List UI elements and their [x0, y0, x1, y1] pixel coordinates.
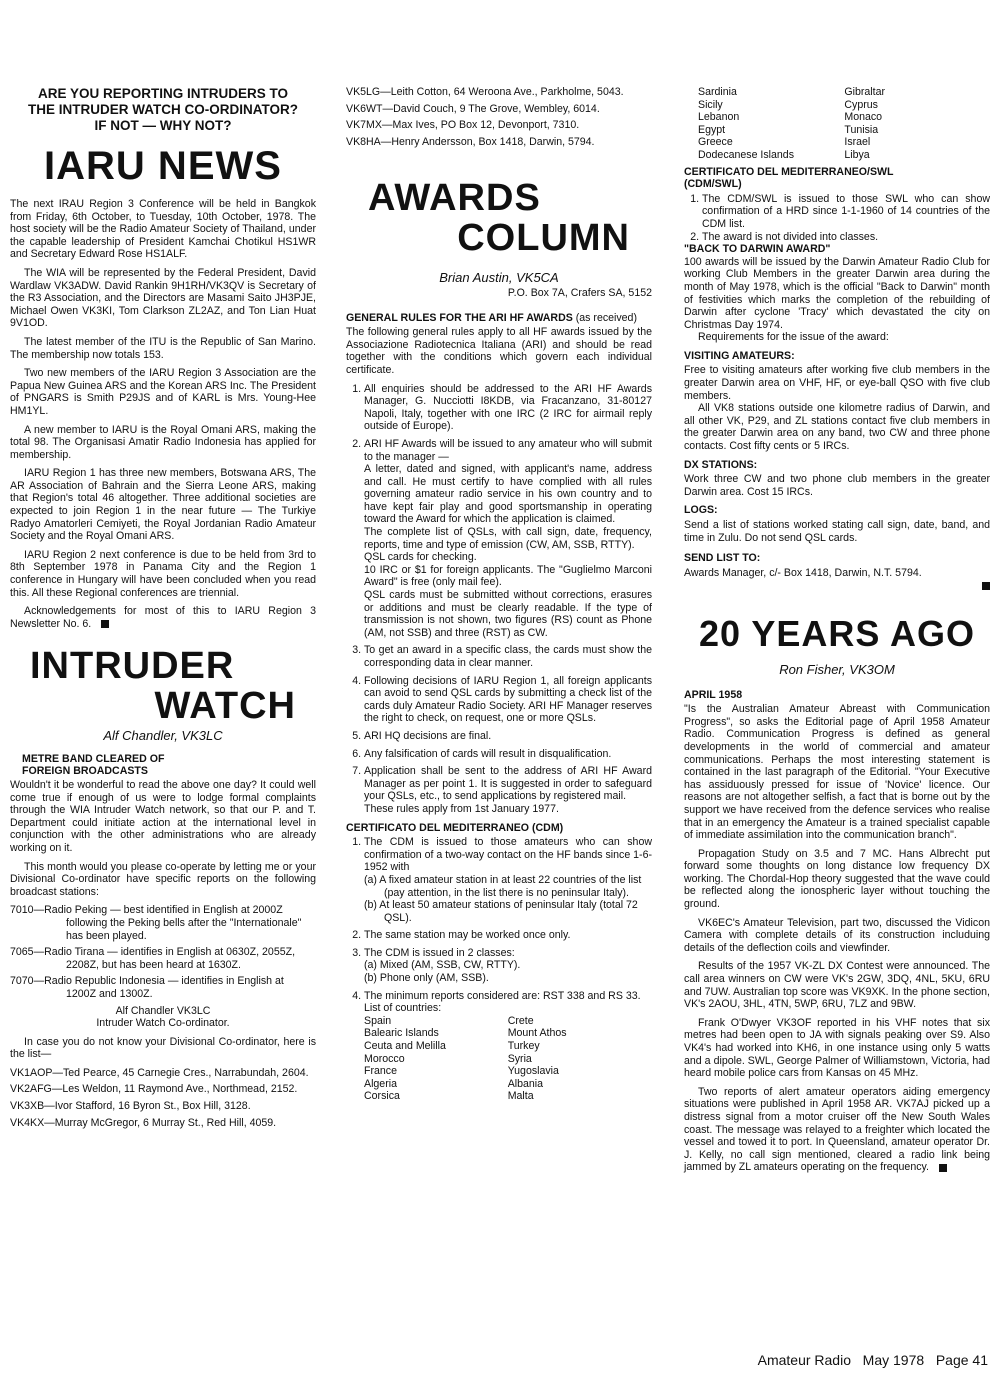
promo-line: ARE YOU REPORTING INTRUDERS TO — [37, 86, 289, 101]
coordinator-item: VK3XB—Ivor Stafford, 16 Byron St., Box Hill, 3128. — [10, 1100, 251, 1113]
twenty-paragraph: Propagation Study on 3.5 and 7 MC. Hans Albrecht put forward some thoughts on long distance low frequency DX working. The Chordal-Hop theory suggested that the wave could be reflected along the ionospheric layer without touching the ground. — [684, 847, 990, 911]
twenty-paragraph-text: Two reports of alert amateur operators aiding emergency situations were published in April 1958 AR. VK7AJ picked up a distress signal from a motor cruiser off the New South Wales coast. The message was relayed to a freighter which located the vessel and towed it to port. In Queensland, amateur operator Dr. J. Kelly, no call sign mentioned, cleared a radio link being jammed by ZL amateurs operating on the frequency. — [684, 1085, 990, 1174]
twenty-heading: APRIL 1958 — [684, 688, 743, 701]
country: Gibraltar — [844, 86, 885, 98]
awards-title — [346, 178, 652, 258]
country: Albania — [507, 1077, 544, 1090]
iaru-paragraph: IARU Region 2 next conference is due to be held from 3rd to 8th September 1978 in Panama City and the Region 1 conference in Hungary will have been concluded when you read this. All these Regional conferences are triennial. — [10, 548, 316, 599]
cdm-sub-item: (b) At least 50 amateur stations of peninsular Italy (total 72 QSL). — [364, 899, 638, 924]
cdm-classes — [346, 959, 652, 984]
twenty-byline: Ron Fisher, VK3OM — [779, 661, 895, 677]
intruder-title — [10, 646, 316, 726]
coordinator-item: VK8HA—Henry Andersson, Box 1418, Darwin, 5794. — [346, 135, 595, 148]
intruder-heading-line: METRE BAND CLEARED OF — [22, 753, 165, 765]
promo-line: IF NOT — WHY NOT? — [94, 118, 232, 133]
end-mark-icon — [982, 582, 990, 590]
footer-issue: May 1978 — [862, 1352, 925, 1368]
awards-heading-note: (as received) — [575, 311, 637, 324]
awards-title-line2: COLUMN — [457, 217, 630, 260]
country: Lebanon — [698, 111, 740, 124]
iaru-paragraph: The next IRAU Region 3 Conference will be held in Bangkok from Friday, 6th October, to Tuesday, 10th October, 1978. The host society will be the Radio Amateur Society of Thailand, under the capable leadership of President Kamchai Chotikul HS1WR and Secretary Edward Rose HS1ALF. — [10, 198, 316, 261]
iaru-paragraph: IARU Region 1 has three new members, Botswana ARS, The AR Association of Bahrain and the Sierra Leone ARS, making that Region's total 46 altogether. Three additional societies are expected to join Region 1 in the near future — The Turkiye Radyo Amatorleri Cemiyeti, the Royal Jordanian Radio Amateur Society and the Royal Omani ARS. — [10, 467, 316, 543]
cdm-list — [346, 836, 652, 874]
cdm-item: 1. The CDM is issued to those amateurs who can show confirmation of a two-way contact on the HF bands since 1-6-1952 with — [364, 836, 652, 874]
dx-paragraph: Work three CW and two phone club members in the greater Darwin area. Cost 15 IRCs. — [684, 473, 990, 498]
rule2-details — [346, 463, 652, 639]
intruder-paragraph: This month would you please co-operate by letting me or your Divisional Co-ordinator have specific reports on the following broadcast stations: — [10, 860, 316, 898]
rule-item: 7. Application shall be sent to the address of ARI HF Award Manager as per point 1. It is suggested in order to safeguard your QSLs, etc., to send applications by registered mail. — [364, 765, 652, 803]
country: Sicily — [698, 98, 723, 111]
coordinator-item: VK4KX—Murray McGregor, 6 Murray St., Red Hill, 4059. — [10, 1116, 277, 1129]
country: Turkey — [507, 1040, 540, 1053]
station-item: 7065—Radio Tirana — identifies in English at 0630Z, 2055Z, 2208Z, but has been heard at 1630Z. — [10, 946, 296, 971]
rule2-detail: A letter, dated and signed, with applicant's name, address and call. He must certify to have complied with all rules governing amateur radio service in his own country and to have kept fair play and good sportsmanship in operating toward the Award for which the application is claimed. — [364, 463, 652, 526]
cdm-list-3 — [346, 990, 652, 1003]
column-right — [684, 86, 990, 1180]
footer-publication: Amateur Radio — [757, 1352, 851, 1368]
country: Balearic Islands — [364, 1027, 439, 1040]
twenty-paragraph: Frank O'Dwyer VK3OF reported in his VHF notes that six metres had been open to JA with signals peaking over S9. Also VK4's had worked into KH6, in one instance using only 5 watts and a dipole. SWL, George Palmer of Williamstown, Victoria, had heard mobile police cars from Kansas on 45 MHz. — [684, 1016, 990, 1080]
coordinator-item: VK7MX—Max Ives, PO Box 12, Devonport, 7310. — [346, 119, 580, 132]
rules-list-cont — [346, 644, 652, 803]
twenty-paragraph: Results of the 1957 VK-ZL DX Contest were announced. The call area winners on CW were VK's 2GW, 3DQ, 4NL, 5KU, 6RU and 7UW. Australian top score was VK9XK. In the phone section, VK's 2AOU, 3HL, 4TN, 5WP, 6RU, 7LZ and 9BW. — [684, 960, 990, 1011]
send-heading: SEND LIST TO: — [684, 552, 761, 565]
awards-intro: The following general rules apply to all HF awards issued by the Associazione Radiotecnica Italiana (ARI) and should be read together with the conditions which govern each individual certificate. — [346, 326, 652, 376]
rules-date: These rules apply from 1st January 1977. — [364, 802, 559, 815]
coordinator-item: VK1AOP—Ted Pearce, 45 Carnegie Cres., Narrabundah, 2604. — [10, 1066, 309, 1079]
column-left — [10, 86, 316, 1133]
end-mark-icon — [101, 620, 109, 628]
awards-heading-text: GENERAL RULES FOR THE ARI HF AWARDS — [346, 311, 573, 324]
country: Tunisia — [844, 123, 879, 136]
rule-item: 5. ARI HQ decisions are final. — [364, 730, 652, 743]
rule-item: 3. To get an award in a specific class, the cards must show the corresponding data in clear manner. — [364, 644, 652, 669]
darwin-paragraph: 100 awards will be issued by the Darwin Amateur Radio Club for working Club Members in the greater Darwin area during the month of May 1978, which is the official "Back to Darwin" month of festivities which marks the completion of the rebuilding of Darwin after cyclone 'Tracy' which devastated the city on Christmas Day 1974. — [684, 255, 990, 331]
signature-title: Intruder Watch Co-ordinator. — [96, 1017, 230, 1030]
iaru-paragraph: The WIA will be represented by the Federal President, David Wardlaw VK3ADW. David Rankin 9H1RH/VK3QV is Secretary of the R3 Association, and the Directors are Masami Saito JH3PJE, Michael Owen VK3KI, Tom Clarkson ZL2AZ, and Ton Lian Huat 9V1OD. — [10, 266, 316, 330]
twenty-title: 20 YEARS AGO — [698, 612, 976, 654]
country: Crete — [507, 1014, 534, 1027]
cdm-item: 4. The minimum reports considered are: RST 338 and RS 33. — [364, 990, 652, 1003]
country: Israel — [844, 136, 871, 149]
countries-table-cont — [698, 86, 990, 162]
swl-item: 1. The CDM/SWL is issued to those SWL who can show confirmation of a HRD since 1-1-1960 of 14 countries of the CDM list. — [702, 193, 990, 231]
logs-heading: LOGS: — [684, 504, 718, 517]
iaru-paragraph: The latest member of the ITU is the Republic of San Marino. The membership now totals 153. — [10, 335, 316, 361]
country: Algeria — [364, 1077, 397, 1090]
darwin-heading: "BACK TO DARWIN AWARD" — [684, 243, 831, 256]
intruder-paragraph: In case you do not know your Divisional Co-ordinator, here is the list— — [10, 1035, 316, 1061]
rule-item: 4. Following decisions of IARU Region 1, all foreign applicants can avoid to send QSL cards by submitting a check list of the cards duly Amateur Radio Society. ARI HF Manager reserves the right to check, on request, one or more QSLs. — [364, 675, 652, 725]
country: Mount Athos — [507, 1027, 567, 1040]
twenty-paragraph: VK6EC's Amateur Television, part two, discussed the Vidicon Camera with complete details of its construction includuing details of the deflection coils and viewfinder. — [684, 916, 990, 954]
swl-list — [684, 193, 990, 243]
country: Syria — [507, 1052, 532, 1065]
cdm-item: 3. The CDM is issued in 2 classes: — [364, 947, 652, 960]
country: Malta — [507, 1090, 534, 1103]
intruder-heading — [10, 753, 316, 777]
station-item: 7010—Radio Peking — best identified in English at 2000Z following the Peking bells after the "Internationale" has been played. — [10, 904, 302, 942]
countries-table — [364, 1015, 652, 1103]
twenty-paragraph: "Is the Australian Amateur Abreast with Communication Progress", so asks the Editorial page of April 1958 Amateur Radio. Communication Progress is defined as general developments in the world of commercial and amateur communications. Perhaps the most interesting statement is contained in the last paragraph of the Editorial. "Your Executive has assiduously pressed for issue of 'Novice' licence. Our reasons are not altogether selfish, a fact that is borne out by the support we have received from the defence services who realise that in an emergency the Amateur is a trained specialist capable of immediate assimilation into the communication branch". — [684, 703, 990, 842]
page-footer — [758, 1352, 988, 1368]
coordinator-item: VK5LG—Leith Cotton, 64 Weroona Ave., Parkholme, 5043. — [346, 86, 624, 98]
rule2-detail: 10 IRC or $1 for foreign applicants. The "Guglielmo Marconi Award" is free (only mail fee). — [364, 563, 652, 589]
swl-heading-2: (CDM/SWL) — [684, 178, 742, 191]
cdm-class: (a) Mixed (AM, SSB, CW, RTTY). — [364, 959, 521, 972]
countries-label: List of countries: — [364, 1002, 442, 1015]
country: Egypt — [698, 123, 726, 136]
country: Morocco — [364, 1052, 405, 1065]
footer-page: Page 41 — [935, 1352, 988, 1368]
twenty-paragraph — [684, 1086, 990, 1174]
iaru-title: IARU NEWS — [44, 144, 282, 188]
iaru-ack: Acknowledgements for most of this to IARU Region 3 Newsletter No. 6. — [10, 605, 316, 630]
intruder-title-line1: INTRUDER — [30, 645, 235, 688]
rules-list — [346, 383, 652, 464]
end-mark-icon — [939, 1164, 947, 1172]
awards-heading — [346, 312, 652, 325]
iaru-paragraph — [10, 605, 316, 630]
logs-paragraph: Send a list of stations worked stating call sign, date, band, and time in Zulu. Do not send QSL cards. — [684, 519, 990, 544]
visiting-paragraph: All VK8 stations outside one kilometre radius of Darwin, and all other VK, P29, and ZL stations contact five club members in the greater Darwin area on any band, two CW and three phone contacts. Cost fifty cents or 5 IRCs. — [684, 402, 990, 453]
cdm-class: (b) Phone only (AM, SSB). — [364, 972, 489, 985]
rule-item: 6. Any falsification of cards will result in disqualification. — [364, 748, 652, 761]
country: Sardinia — [698, 86, 737, 98]
darwin-paragraph: Requirements for the issue of the award: — [698, 331, 889, 344]
rule2-detail: QSL cards for checking. — [364, 551, 477, 564]
iaru-paragraph: A new member to IARU is the Royal Omani ARS, making the total 98. The Organisasi Amatir Radio Indonesia has applied for membership. — [10, 423, 316, 461]
country: Dodecanese Islands — [698, 148, 794, 161]
intruder-byline: Alf Chandler, VK3LC — [103, 728, 223, 744]
station-item: 7070—Radio Republic Indonesia — identifies in English at 1200Z and 1300Z. — [10, 975, 284, 1000]
awards-byline: Brian Austin, VK5CA — [439, 270, 559, 286]
awards-address: P.O. Box 7A, Crafers SA, 5152 — [507, 286, 652, 299]
swl-heading: CERTIFICATO DEL MEDITERRANEO/SWL — [684, 165, 894, 178]
cdm-sub-item: (a) A fixed amateur station in at least 22 countries of the list (pay attention, in the list there is no peninsular Italy). — [364, 873, 642, 899]
country: Greece — [698, 136, 733, 149]
cdm-sub — [346, 874, 652, 924]
rule-item: 2. ARI HF Awards will be issued to any amateur who will submit to the manager — — [364, 438, 652, 463]
rule2-detail: The complete list of QSLs, with call sign, date, frequency, reports, time and type of emission (CW, AM, SSB, RTTY). — [364, 526, 652, 551]
end-mark-row — [684, 579, 990, 592]
visiting-paragraph: Free to visiting amateurs after working five club members in the greater Darwin area on VHF, HF, or eye-ball QSO with five club members. — [684, 364, 990, 402]
country: Cyprus — [844, 98, 878, 111]
country: Yugoslavia — [507, 1065, 559, 1078]
dx-heading: DX STATIONS: — [684, 458, 758, 471]
intruder-heading-line: FOREIGN BROADCASTS — [22, 765, 148, 777]
intruder-promo — [10, 86, 316, 134]
cdm-list-2 — [346, 929, 652, 959]
country: France — [364, 1065, 397, 1078]
rule2-detail: QSL cards must be submitted without corrections, erasures or additions and must be clearly readable. If the type of transmission is not shown, two figures (RS) count as Phone (AM, not SSB) and three (RST) as CW. — [364, 589, 652, 639]
swl-item: 2. The award is not divided into classes. — [702, 231, 990, 244]
awards-title-line1: AWARDS — [368, 177, 541, 220]
cdm-heading: CERTIFICATO DEL MEDITERRANEO (CDM) — [346, 821, 564, 834]
column-middle — [346, 86, 652, 1107]
signature-name: Alf Chandler VK3LC — [115, 1004, 211, 1017]
country: Corsica — [364, 1090, 400, 1103]
send-paragraph: Awards Manager, c/- Box 1418, Darwin, N.T. 5794. — [684, 566, 922, 579]
country: Monaco — [844, 111, 883, 124]
iaru-paragraph: Two new members of the IARU Region 3 Association are the Papua New Guinea ARS and the Korean ARS Inc. The President of PNGARS is Smith P29JS and of KARL is Mrs. Young-Hee HM1YL. — [10, 367, 316, 417]
country: Ceuta and Melilla — [364, 1040, 446, 1053]
intruder-title-line2: WATCH — [154, 685, 296, 728]
visiting-heading: VISITING AMATEURS: — [684, 349, 795, 362]
rule-item: 1. All enquiries should be addressed to the ARI HF Awards Manager, G. Nucciotti I8KDB, via Fracanzano, 31-80127 Napoli, Italy, together with one IRC (2 IRC for airmail reply outside of Europe). — [364, 383, 652, 433]
promo-line: THE INTRUDER WATCH CO-ORDINATOR? — [28, 102, 298, 117]
cdm-item: 2. The same station may be worked once only. — [364, 929, 652, 942]
country: Libya — [844, 148, 870, 161]
coordinator-item: VK2AFG—Les Weldon, 11 Raymond Ave., Northmead, 2152. — [10, 1083, 298, 1096]
intruder-paragraph: Wouldn't it be wonderful to read the above one day? It could well come true if enough of us were to lodge formal complaints through the WIA Intruder Watch network, so that our P. and T. Department could initiate action at the international level in conjunction with the other administrations who are already working on it. — [10, 779, 316, 854]
coordinator-item: VK6WT—David Couch, 9 The Grove, Wembley, 6014. — [346, 102, 600, 115]
country: Spain — [364, 1014, 392, 1027]
